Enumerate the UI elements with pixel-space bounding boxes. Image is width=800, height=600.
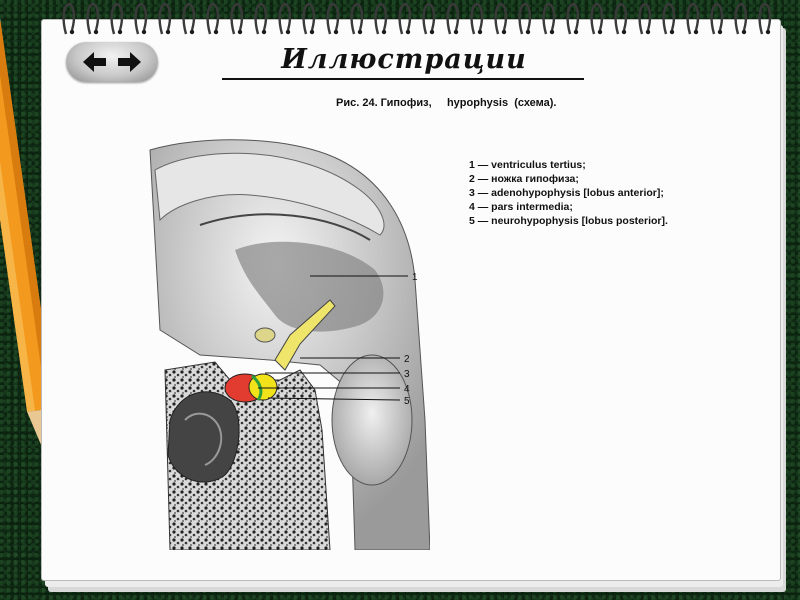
spiral-ring [352,4,362,34]
title-underline [222,78,584,80]
spiral-hole [238,30,242,34]
spiral-hole [70,30,74,34]
spiral-ring [640,4,650,34]
spiral-ring [496,4,506,34]
spiral-hole [670,30,674,34]
figure-legend [469,158,668,228]
figure-caption: Рис. 24. Гипофиз, hypophysis (схема). [336,97,557,109]
spiral-hole [94,30,98,34]
arrow-left-icon [82,50,108,74]
spiral-hole [502,30,506,34]
label-1: 1 [412,272,418,283]
legend-item: 3 — adenohypophysis [lobus anterior]; [469,187,664,199]
spiral-hole [574,30,578,34]
spiral-ring [88,4,98,34]
spiral-ring [544,4,554,34]
spiral-ring [688,4,698,34]
spiral-hole [358,30,362,34]
spiral-hole [190,30,194,34]
spiral-ring [208,4,218,34]
spiral-ring [472,4,482,34]
spiral-hole [166,30,170,34]
optic-chiasm [255,328,275,342]
label-4: 4 [404,384,410,395]
next-button[interactable] [116,50,142,74]
spiral-hole [550,30,554,34]
spiral-ring [280,4,290,34]
spiral-hole [214,30,218,34]
spiral-ring [664,4,674,34]
spiral-hole [454,30,458,34]
spiral-ring [256,4,266,34]
legend-item: 4 — pars intermedia; [469,201,573,213]
spiral-ring [736,4,746,34]
navigation-pill [66,42,158,82]
arrow-right-icon [116,50,142,74]
legend-item: 5 — neurohypophysis [lobus posterior]. [469,215,668,227]
spiral-ring [760,4,770,34]
spiral-ring [376,4,386,34]
spiral-hole [262,30,266,34]
spiral-ring [424,4,434,34]
spiral-hole [694,30,698,34]
spiral-ring [232,4,242,34]
spiral-hole [430,30,434,34]
spiral-hole [478,30,482,34]
spiral-ring [64,4,74,34]
spiral-hole [598,30,602,34]
spiral-binding [56,0,776,40]
label-3: 3 [404,369,410,380]
spiral-hole [646,30,650,34]
label-2: 2 [404,354,410,365]
spiral-ring [448,4,458,34]
spiral-ring [328,4,338,34]
spiral-ring [112,4,122,34]
spiral-ring [592,4,602,34]
spiral-hole [526,30,530,34]
spiral-ring [184,4,194,34]
spiral-ring [568,4,578,34]
sphenoid-sinus [168,392,239,482]
spiral-hole [766,30,770,34]
spiral-ring [136,4,146,34]
spiral-hole [718,30,722,34]
label-5: 5 [404,396,410,407]
spiral-hole [142,30,146,34]
spiral-hole [286,30,290,34]
spiral-hole [310,30,314,34]
spiral-ring [160,4,170,34]
legend-item: 1 — ventriculus tertius; [469,159,586,171]
page-title: Иллюстрации [281,44,527,75]
spiral-hole [334,30,338,34]
spiral-hole [382,30,386,34]
spiral-ring [712,4,722,34]
spiral-ring [400,4,410,34]
spiral-ring [304,4,314,34]
spiral-ring [520,4,530,34]
spiral-hole [118,30,122,34]
hypophysis-illustration [140,130,430,550]
spiral-hole [622,30,626,34]
spiral-hole [742,30,746,34]
spiral-hole [406,30,410,34]
spiral-ring [616,4,626,34]
previous-button[interactable] [82,50,108,74]
pons [332,355,412,485]
legend-item: 2 — ножка гипофиза; [469,173,579,185]
